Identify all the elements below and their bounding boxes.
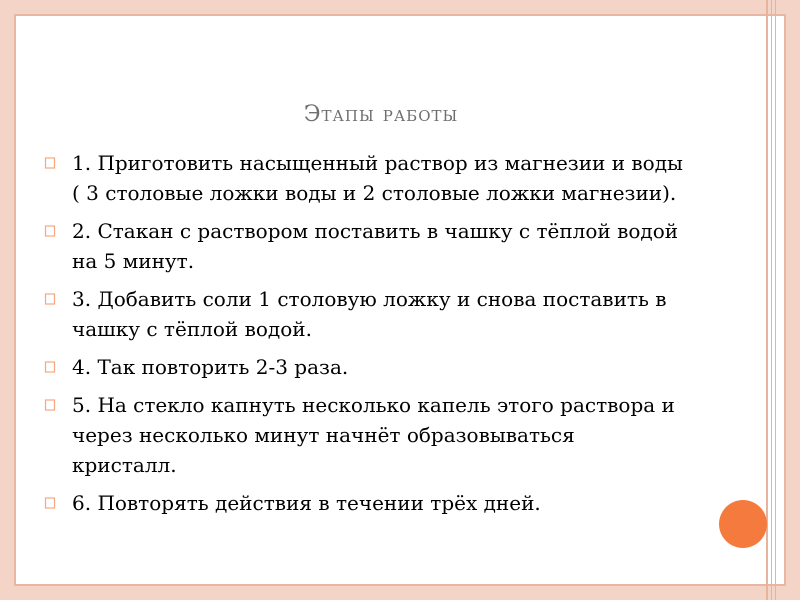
content-panel xyxy=(16,16,766,584)
orange-circle-decoration xyxy=(719,500,767,548)
hollow-square-bullet-icon xyxy=(44,360,56,374)
step-text: 3. Добавить соли 1 столовую ложку и снова поставить в чашку с тёплой водой. xyxy=(72,287,667,341)
list-item xyxy=(44,352,684,382)
list-item xyxy=(44,390,684,480)
list-item xyxy=(44,284,684,344)
hollow-square-bullet-icon xyxy=(44,224,56,238)
step-text: 2. Стакан с раствором поставить в чашку с тёплой водой на 5 минут. xyxy=(72,219,679,273)
decorative-line xyxy=(766,0,768,600)
list-item xyxy=(44,488,684,518)
step-text: 5. На стекло капнуть несколько капель этого раствора и через несколько минут начнёт образовываться кристалл. xyxy=(72,393,675,477)
step-text: 6. Повторять действия в течении трёх дней. xyxy=(72,491,541,515)
list-item xyxy=(44,216,684,276)
list-item xyxy=(44,148,684,208)
hollow-square-bullet-icon xyxy=(44,496,56,510)
hollow-square-bullet-icon xyxy=(44,156,56,170)
hollow-square-bullet-icon xyxy=(44,292,56,306)
hollow-square-bullet-icon xyxy=(44,398,56,412)
decorative-line xyxy=(771,0,772,600)
slide-title: Этапы работы xyxy=(303,102,459,127)
decorative-line xyxy=(775,0,776,600)
step-text: 4. Так повторить 2-3 раза. xyxy=(72,355,349,379)
steps-list xyxy=(44,148,684,526)
step-text: 1. Приготовить насыщенный раствор из магнезии и воды ( 3 столовые ложки воды и 2 столовые ложки магнезии). xyxy=(72,151,683,205)
